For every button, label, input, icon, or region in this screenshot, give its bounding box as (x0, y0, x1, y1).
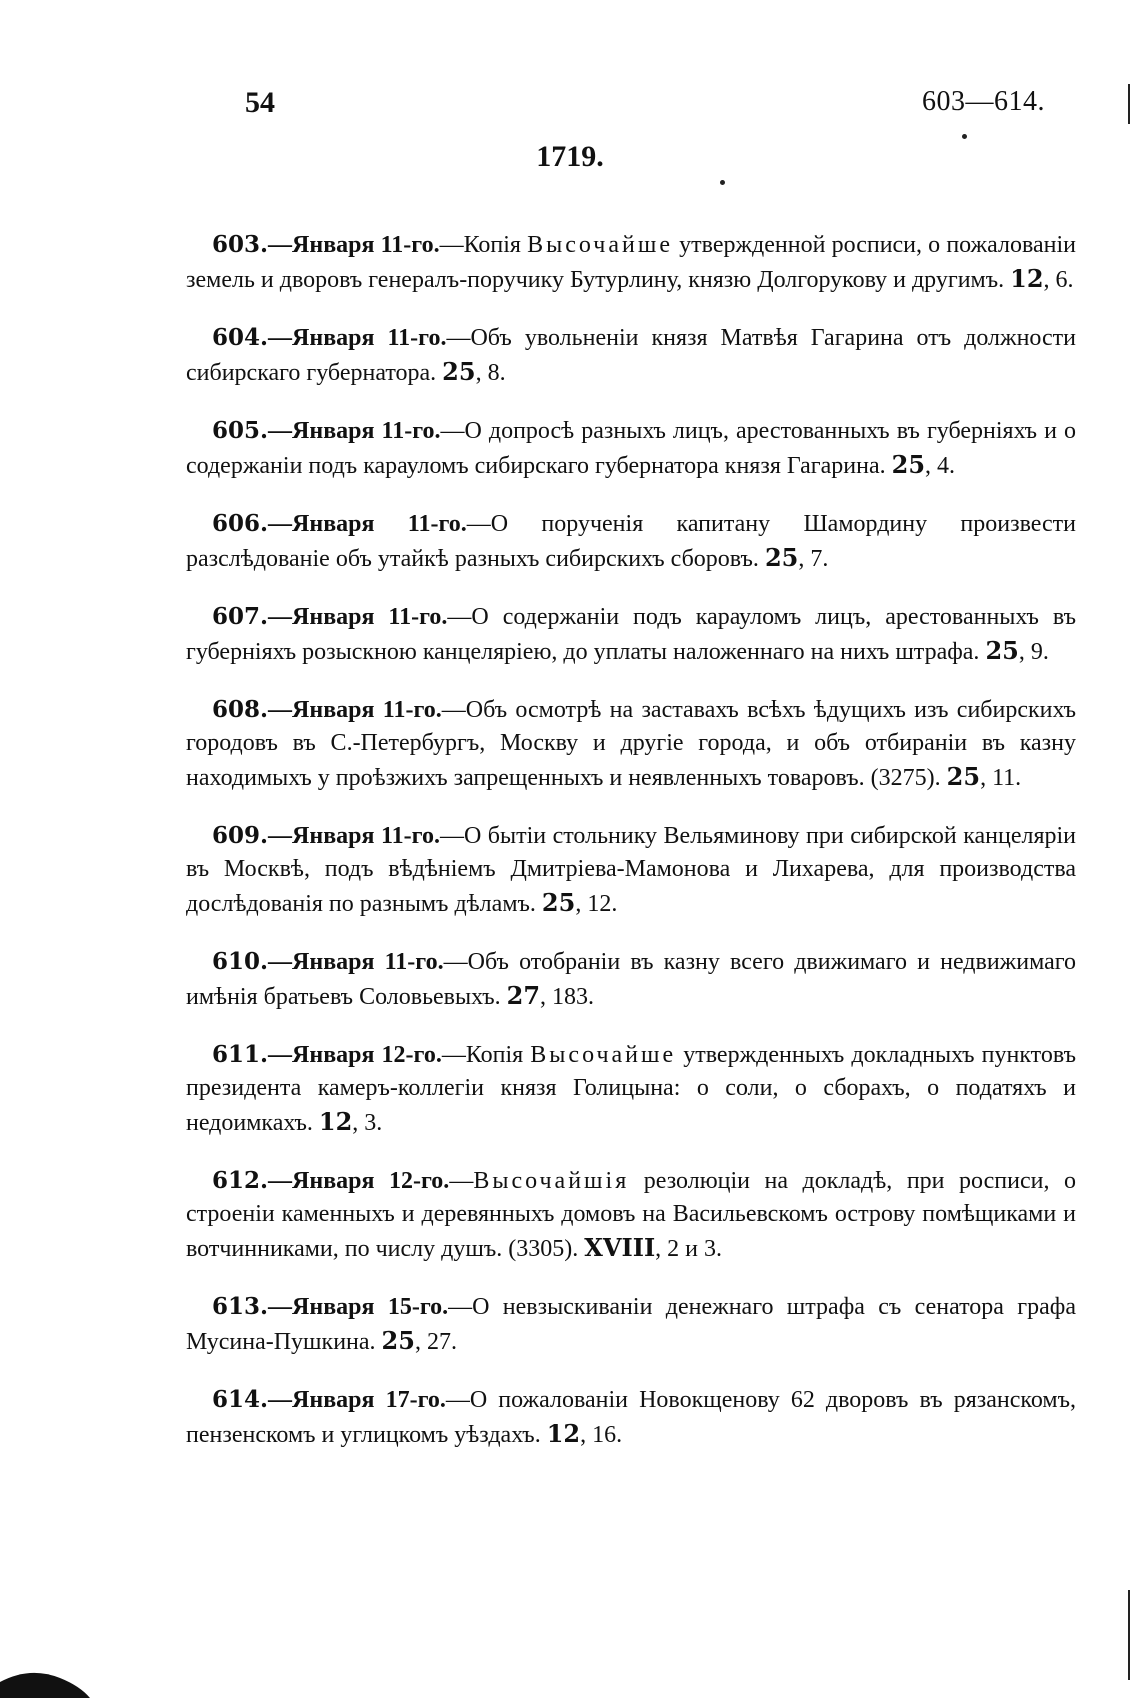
entry: 612.—Января 12-го.—Высочайшія резолюціи на докладѣ, при росписи, о строеніи каменныхъ и деревянныхъ домовъ на Васильевскомъ острову помѣщиками и вотчинниками, по числу душъ. (3305). XVIII, 2 и 3. (186, 1167, 1076, 1262)
scan-speck (962, 134, 967, 139)
scan-edge-line (1128, 84, 1130, 124)
scan-speck (720, 180, 725, 185)
entry: 614.—Января 17-го.—О пожалованіи Новокщенову 62 дворовъ въ рязанскомъ, пензенскомъ и углицкомъ уѣздахъ. 12, 16. (186, 1386, 1077, 1448)
entry: 608.—Января 11-го.—Объ осмотрѣ на заставахъ всѣхъ ѣдущихъ изъ сибирскихъ городовъ въ С.-Петербургъ, Москву и другіе города, и объ отбираніи въ казну находимыхъ у проѣзжихъ запрещенныхъ и неявленныхъ товаровъ. (3275). 25, 11. (186, 696, 1076, 791)
entry: 603.—Января 11-го.—Копія Высочайше утвержденной росписи, о пожалованіи земель и дворовъ генералъ-поручику Бутурлину, князю Долгорукову и другимъ. 12, 6. (186, 231, 1077, 293)
entry: 605.—Января 11-го.—О допросѣ разныхъ лицъ, арестованныхъ въ губерніяхъ и о содержаніи подъ карауломъ сибирскаго губернатора князя Гагарина. 25, 4. (186, 417, 1076, 479)
entries-list (186, 204, 1076, 1473)
entry: 604.—Января 11-го.—Объ увольненіи князя Матвѣя Гагарина отъ должности сибирскаго губернатора. 25, 8. (186, 324, 1077, 386)
year-heading: 1719. (536, 140, 604, 173)
running-head (245, 86, 1045, 120)
entry: 610.—Января 11-го.—Объ отобраніи въ казну всего движимаго и недвижимаго имѣнія братьевъ Соловьевыхъ. 27, 183. (186, 948, 1077, 1010)
page-number: 54 (245, 86, 275, 119)
scan-edge-line (1128, 1590, 1130, 1680)
entry: 606.—Января 11-го.—О порученія капитану Шамордину произвести разслѣдованіе объ утайкѣ разныхъ сибирскихъ сборовъ. 25, 7. (186, 510, 1077, 572)
entry: 607.—Января 11-го.—О содержаніи подъ карауломъ лицъ, арестованныхъ въ губерніяхъ розыскною канцеляріею, до уплаты наложеннаго на нихъ штрафа. 25, 9. (186, 603, 1076, 665)
entry: 611.—Января 12-го.—Копія Высочайше утвержденныхъ докладныхъ пунктовъ президента камеръ-коллегіи князя Голицына: о соли, о сборахъ, о податяхъ и недоимкахъ. 12, 3. (186, 1041, 1076, 1136)
entry: 613.—Января 15-го.—О невзыскиваніи денежнаго штрафа съ сенатора графа Мусина-Пушкина. 25, 27. (186, 1293, 1076, 1355)
entry-range: 603—614. (922, 86, 1045, 117)
entry: 609.—Января 11-го.—О бытіи стольнику Вельяминову при сибирской канцеляріи въ Москвѣ, подъ вѣдѣніемъ Дмитріева-Мамонова и Лихарева, для производства дослѣдованія по разнымъ дѣламъ. 25, 12. (186, 822, 1077, 917)
thumb-shadow (0, 1668, 90, 1698)
